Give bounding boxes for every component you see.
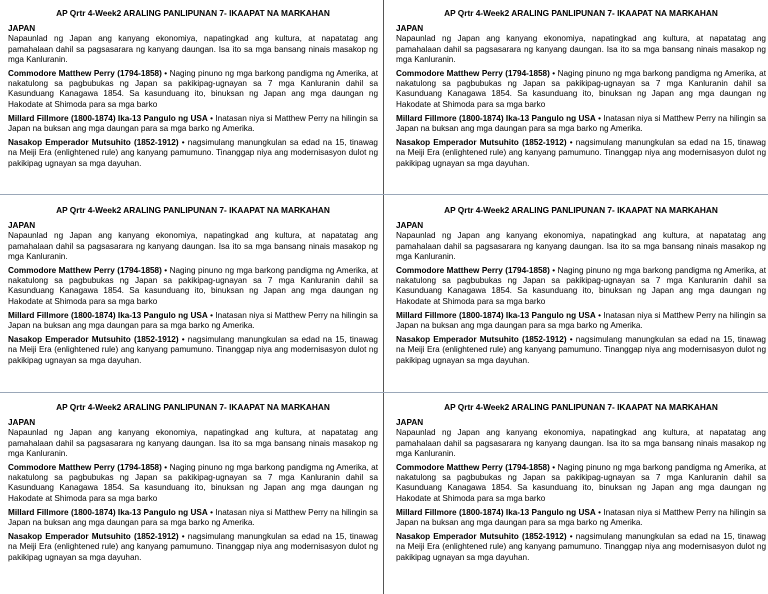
fillmore-text: • Inatasan niya si Matthew Perry na hilingin sa Japan na buksan ang mga daungan para sa mga barko ng Amerika. [396,507,766,528]
fillmore-text: • Inatasan niya si Matthew Perry na hilingin sa Japan na buksan ang mga daungan para sa mga barko ng Amerika. [8,310,378,331]
perry-lead: Commodore Matthew Perry (1794-1858) [8,463,162,473]
perry-lead: Commodore Matthew Perry (1794-1858) [396,266,550,276]
handout-card [396,402,766,588]
fillmore-lead: Millard Fillmore (1800-1874) Ika-13 Pangulo ng USA [396,310,596,320]
perry-paragraph [396,463,766,504]
perry-paragraph [396,69,766,110]
handout-card [396,205,766,391]
handout-card [8,402,378,588]
intro-paragraph: Napaunlad ng Japan ang kanyang ekonomiya, napatingkad ang kultura, at napatatag ang pamahalaan dahil sa pagsasarara ng kanyang daungan. Isa ito sa mga bansang ninais masakop ng mga Kanluranin. [396,428,766,458]
card-title: AP Qrtr 4-Week2 ARALING PANLIPUNAN 7- IKAAPAT NA MARKAHAN [56,402,330,412]
mutsuhito-paragraph [8,138,378,169]
mutsuhito-text: • nagsimulang manungkulan sa edad na 15, tinawag na Meiji Era (enlightened rule) ang kanyang pamumuno. Tinanggap niya ang modernisasyon dulot ng pakikipag ugnayan sa mga dayuhan. [396,335,766,365]
intro-paragraph: Napaunlad ng Japan ang kanyang ekonomiya, napatingkad ang kultura, at napatatag ang pamahalaan dahil sa pagsasarara ng kanyang daungan. Isa ito sa mga bansang ninais masakop ng mga Kanluranin. [8,34,378,64]
perry-lead: Commodore Matthew Perry (1794-1858) [8,266,162,276]
perry-text: • Naging pinuno ng mga barkong pandigma ng Amerika, at nakatulong sa pagbubukas ng Japan sa pakikipag-ugnayan sa 7 mga Kanluranin dahil sa Kasunduang Kanagawa 1854. Sa kasunduang ito, binuksan ng Japan ang mga daungan ng Hakodate at Shimoda para sa mga barko [396,266,766,306]
perry-text: • Naging pinuno ng mga barkong pandigma ng Amerika, at nakatulong sa pagbubukas ng Japan sa pakikipag-ugnayan sa 7 mga Kanluranin dahil sa Kasunduang Kanagawa 1854. Sa kasunduang ito, binuksan ng Japan ang mga daungan ng Hakodate at Shimoda para sa mga barko [8,266,378,306]
section-heading: JAPAN [8,418,36,428]
mutsuhito-paragraph [396,138,766,169]
mutsuhito-lead: Nasakop Emperador Mutsuhito (1852-1912) [396,138,567,148]
card-title: AP Qrtr 4-Week2 ARALING PANLIPUNAN 7- IKAAPAT NA MARKAHAN [444,8,718,18]
card-title: AP Qrtr 4-Week2 ARALING PANLIPUNAN 7- IKAAPAT NA MARKAHAN [56,8,330,18]
card-title: AP Qrtr 4-Week2 ARALING PANLIPUNAN 7- IKAAPAT NA MARKAHAN [444,205,718,215]
mutsuhito-lead: Nasakop Emperador Mutsuhito (1852-1912) [8,532,179,542]
mutsuhito-lead: Nasakop Emperador Mutsuhito (1852-1912) [8,335,179,345]
fillmore-text: • Inatasan niya si Matthew Perry na hilingin sa Japan na buksan ang mga daungan para sa mga barko ng Amerika. [396,113,766,134]
section-heading: JAPAN [8,221,36,231]
intro-paragraph: Napaunlad ng Japan ang kanyang ekonomiya, napatingkad ang kultura, at napatatag ang pamahalaan dahil sa pagsasarara ng kanyang daungan. Isa ito sa mga bansang ninais masakop ng mga Kanluranin. [396,34,766,64]
horizontal-cut-line [0,194,768,195]
intro-paragraph: Napaunlad ng Japan ang kanyang ekonomiya, napatingkad ang kultura, at napatatag ang pamahalaan dahil sa pagsasarara ng kanyang daungan. Isa ito sa mga bansang ninais masakop ng mga Kanluranin. [8,428,378,458]
fillmore-paragraph [396,508,766,528]
mutsuhito-lead: Nasakop Emperador Mutsuhito (1852-1912) [396,335,567,345]
fillmore-text: • Inatasan niya si Matthew Perry na hilingin sa Japan na buksan ang mga daungan para sa mga barko ng Amerika. [8,507,378,528]
mutsuhito-text: • nagsimulang manungkulan sa edad na 15, tinawag na Meiji Era (enlightened rule) ang kanyang pamumuno. Tinanggap niya ang modernisasyon dulot ng pakikipag ugnayan sa mga dayuhan. [8,335,378,365]
mutsuhito-text: • nagsimulang manungkulan sa edad na 15, tinawag na Meiji Era (enlightened rule) ang kanyang pamumuno. Tinanggap niya ang modernisasyon dulot ng pakikipag ugnayan sa mga dayuhan. [396,138,766,168]
horizontal-cut-line [0,392,768,393]
fillmore-paragraph [8,114,378,134]
mutsuhito-paragraph [8,335,378,366]
mutsuhito-paragraph [396,532,766,563]
perry-lead: Commodore Matthew Perry (1794-1858) [8,69,162,79]
perry-paragraph [8,463,378,504]
mutsuhito-text: • nagsimulang manungkulan sa edad na 15, tinawag na Meiji Era (enlightened rule) ang kanyang pamumuno. Tinanggap niya ang modernisasyon dulot ng pakikipag ugnayan sa mga dayuhan. [8,532,378,562]
handout-card [8,8,378,194]
handout-card [8,205,378,391]
mutsuhito-lead: Nasakop Emperador Mutsuhito (1852-1912) [8,138,179,148]
vertical-cut-line [383,0,384,594]
fillmore-paragraph [8,508,378,528]
card-title: AP Qrtr 4-Week2 ARALING PANLIPUNAN 7- IKAAPAT NA MARKAHAN [444,402,718,412]
section-heading: JAPAN [396,418,424,428]
intro-paragraph: Napaunlad ng Japan ang kanyang ekonomiya, napatingkad ang kultura, at napatatag ang pamahalaan dahil sa pagsasarara ng kanyang daungan. Isa ito sa mga bansang ninais masakop ng mga Kanluranin. [8,231,378,261]
perry-lead: Commodore Matthew Perry (1794-1858) [396,69,550,79]
perry-text: • Naging pinuno ng mga barkong pandigma ng Amerika, at nakatulong sa pagbubukas ng Japan sa pakikipag-ugnayan sa 7 mga Kanluranin dahil sa Kasunduang Kanagawa 1854. Sa kasunduang ito, binuksan ng Japan ang mga daungan ng Hakodate at Shimoda para sa mga barko [396,69,766,109]
fillmore-paragraph [8,311,378,331]
intro-paragraph: Napaunlad ng Japan ang kanyang ekonomiya, napatingkad ang kultura, at napatatag ang pamahalaan dahil sa pagsasarara ng kanyang daungan. Isa ito sa mga bansang ninais masakop ng mga Kanluranin. [396,231,766,261]
fillmore-lead: Millard Fillmore (1800-1874) Ika-13 Pangulo ng USA [8,507,208,517]
fillmore-paragraph [396,114,766,134]
fillmore-text: • Inatasan niya si Matthew Perry na hilingin sa Japan na buksan ang mga daungan para sa mga barko ng Amerika. [8,113,378,134]
fillmore-lead: Millard Fillmore (1800-1874) Ika-13 Pangulo ng USA [8,113,208,123]
fillmore-lead: Millard Fillmore (1800-1874) Ika-13 Pangulo ng USA [8,310,208,320]
fillmore-lead: Millard Fillmore (1800-1874) Ika-13 Pangulo ng USA [396,113,596,123]
perry-text: • Naging pinuno ng mga barkong pandigma ng Amerika, at nakatulong sa pagbubukas ng Japan sa pakikipag-ugnayan sa 7 mga Kanluranin dahil sa Kasunduang Kanagawa 1854. Sa kasunduang ito, binuksan ng Japan ang mga daungan ng Hakodate at Shimoda para sa mga barko [8,69,378,109]
section-heading: JAPAN [396,24,424,34]
perry-paragraph [396,266,766,307]
mutsuhito-paragraph [8,532,378,563]
fillmore-lead: Millard Fillmore (1800-1874) Ika-13 Pangulo ng USA [396,507,596,517]
mutsuhito-paragraph [396,335,766,366]
perry-lead: Commodore Matthew Perry (1794-1858) [396,463,550,473]
section-heading: JAPAN [8,24,36,34]
perry-paragraph [8,69,378,110]
fillmore-text: • Inatasan niya si Matthew Perry na hilingin sa Japan na buksan ang mga daungan para sa mga barko ng Amerika. [396,310,766,331]
perry-paragraph [8,266,378,307]
perry-text: • Naging pinuno ng mga barkong pandigma ng Amerika, at nakatulong sa pagbubukas ng Japan sa pakikipag-ugnayan sa 7 mga Kanluranin dahil sa Kasunduang Kanagawa 1854. Sa kasunduang ito, binuksan ng Japan ang mga daungan ng Hakodate at Shimoda para sa mga barko [396,463,766,503]
fillmore-paragraph [396,311,766,331]
perry-text: • Naging pinuno ng mga barkong pandigma ng Amerika, at nakatulong sa pagbubukas ng Japan sa pakikipag-ugnayan sa 7 mga Kanluranin dahil sa Kasunduang Kanagawa 1854. Sa kasunduang ito, binuksan ng Japan ang mga daungan ng Hakodate at Shimoda para sa mga barko [8,463,378,503]
mutsuhito-text: • nagsimulang manungkulan sa edad na 15, tinawag na Meiji Era (enlightened rule) ang kanyang pamumuno. Tinanggap niya ang modernisasyon dulot ng pakikipag ugnayan sa mga dayuhan. [396,532,766,562]
mutsuhito-lead: Nasakop Emperador Mutsuhito (1852-1912) [396,532,567,542]
mutsuhito-text: • nagsimulang manungkulan sa edad na 15, tinawag na Meiji Era (enlightened rule) ang kanyang pamumuno. Tinanggap niya ang modernisasyon dulot ng pakikipag ugnayan sa mga dayuhan. [8,138,378,168]
handout-card [396,8,766,194]
section-heading: JAPAN [396,221,424,231]
card-title: AP Qrtr 4-Week2 ARALING PANLIPUNAN 7- IKAAPAT NA MARKAHAN [56,205,330,215]
